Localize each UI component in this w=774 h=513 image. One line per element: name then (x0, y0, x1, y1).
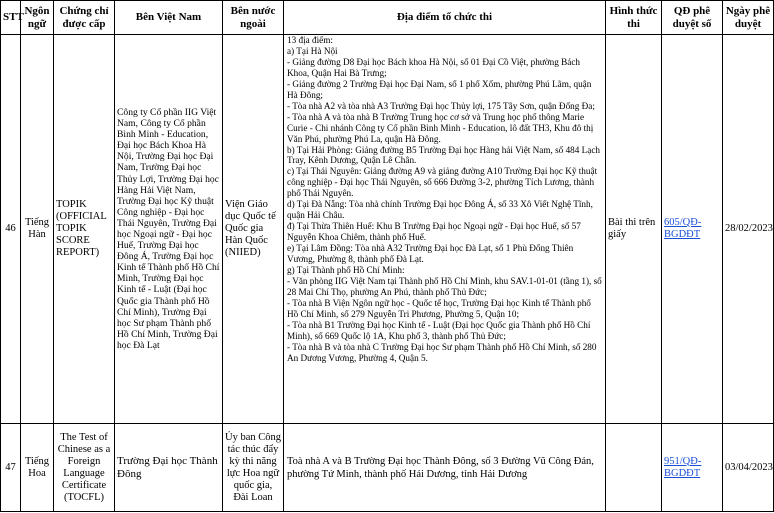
location-line: đ) Tại Thừa Thiên Huế: Khu B Trường Đại học Ngoại ngữ - Đại học Huế, số 57 Nguyễn Khoa Chiêm, thành phố Huế. (287, 221, 581, 243)
header-language: Ngôn ngữ (21, 1, 54, 35)
location-line: - Tòa nhà A và tòa nhà B Trường Trung học cơ sở và Trung học phổ thông Marie Curie - Chi nhánh Công ty Cổ phần Bình Minh - Education, lô đất TH3, Khu đô thị Văn Phú, phường Phú La, quận Hà Đông. (287, 111, 594, 144)
cell-decision-number[interactable] (662, 35, 723, 424)
location-line: - Tòa nhà A2 và tòa nhà A3 Trường Đại học Thủy lợi, 175 Tây Sơn, quận Đống Đa; (287, 100, 595, 111)
decision-link[interactable]: 951/QĐ-BGDĐT (664, 455, 702, 479)
header-stt: STT (1, 1, 21, 35)
header-exam-format: Hình thức thi (606, 1, 662, 35)
header-exam-location: Địa điểm tổ chức thi (284, 1, 606, 35)
location-line: g) Tại Thành phố Hồ Chí Minh: (287, 265, 405, 276)
location-line: - Tòa nhà B1 Trường Đại học Kinh tế - Luật (Đại học Quốc gia Thành phố Hồ Chí Minh), số 669 Quốc lộ 1A, Khu phố 3, thành phố Thủ Đức; (287, 319, 591, 341)
table-row (1, 424, 774, 512)
location-line: a) Tại Hà Nội (287, 45, 338, 56)
cell-certificate: The Test of Chinese as a Foreign Language Certificate (TOCFL) (54, 424, 115, 512)
header-vietnam-side: Bên Việt Nam (115, 1, 223, 35)
cell-exam-location (284, 35, 606, 424)
decision-link[interactable]: 605/QĐ-BGDĐT (664, 217, 702, 240)
location-list (287, 35, 602, 364)
cell-foreign-side: Ủy ban Công tác thúc đẩy kỳ thi năng lực Hoa ngữ quốc gia, Đài Loan (223, 424, 284, 512)
cell-foreign-side: Viện Giáo dục Quốc tế Quốc gia Hàn Quốc (NIIED) (223, 35, 284, 424)
cell-decision-number[interactable] (662, 424, 723, 512)
location-line: 13 địa điểm: (287, 35, 333, 45)
location-line: e) Tại Lâm Đồng: Tòa nhà A32 Trường Đại học Đà Lạt, số 1 Phù Đổng Thiên Vương, Phường 8, thành phố Đà Lạt. (287, 243, 574, 265)
location-line: c) Tại Thái Nguyên: Giảng đường A9 và giảng đường A10 Trường Đại học Kỹ thuật công nghiệp - Đại học Thái Nguyên, số 666 Đường 3-2, phường Tích Lương, thành phố Thái Nguyên. (287, 166, 598, 199)
header-foreign-side: Bên nước ngoài (223, 1, 284, 35)
location-line: d) Tại Đà Nẵng: Tòa nhà chính Trường Đại học Đông Á, số 33 Xô Viết Nghệ Tĩnh, quận Hải Châu. (287, 199, 593, 221)
cell-language: Tiếng Hoa (21, 424, 54, 512)
location-line: - Tòa nhà B và tòa nhà C Trường Đại học Sư phạm Thành phố Hồ Chí Minh, số 280 An Dương Vương, Phường 4, Quận 5. (287, 341, 597, 363)
cell-approval-date: 03/04/2023 (723, 424, 774, 512)
location-line: - Văn phòng IIG Việt Nam tại Thành phố Hồ Chí Minh, khu SAV.1-01-01 (tầng 1), số 28 Mai Chí Thọ, phường An Phú, thành phố Thủ Đức; (287, 275, 602, 297)
location-line: - Giảng đường D8 Đại học Bách khoa Hà Nội, số 01 Đại Cồ Việt, phường Bách Khoa, Quận Hai Bà Trưng; (287, 56, 580, 78)
cell-exam-format (606, 424, 662, 512)
cell-approval-date: 28/02/2023 (723, 35, 774, 424)
cell-stt: 46 (1, 35, 21, 424)
location-line: b) Tại Hải Phòng: Giảng đường B5 Trường Đại học Hàng hải Việt Nam, số 484 Lạch Tray, Kênh Dương, Quận Lê Chân. (287, 144, 601, 166)
cell-vietnam-side: Công ty Cổ phần IIG Việt Nam, Công ty Cổ phần Bình Minh - Education, Đại học Bách Khoa Hà Nội, Trường Đại học Đại Nam, Trường Đại học Thủy Lợi, Trường Đại học Hàng Hải Việt Nam, Trường Đại học Kỹ thuật Công nghiệp - Đại học Thái Nguyên, Trường Đại học Ngoại ngữ - Đại học Huế, Trường Đại học Đông Á, Trường Đại học Kinh tế Thành phố Hồ Chí Minh, Trường Đại học Kinh tế - Luật (Đại học Quốc gia Thành phố Hồ Chí Minh), Trường Đại học Sư phạm Thành phố Hồ Chí Minh, Trường Đại học Đà Lạt (115, 35, 223, 424)
header-decision-number: QĐ phê duyệt số (662, 1, 723, 35)
location-line: - Giảng đường 2 Trường Đại học Đại Nam, số 1 phố Xốm, phường Phú Lãm, quận Hà Đông; (287, 78, 592, 100)
cell-exam-format: Bài thi trên giấy (606, 35, 662, 424)
location-line: - Tòa nhà B Viện Ngôn ngữ học - Quốc tế học, Trường Đại học Kinh tế Thành phố Hồ Chí Minh, số 279 Nguyễn Tri Phương, Phường 5, Quận 10; (287, 297, 591, 319)
cell-language: Tiếng Hàn (21, 35, 54, 424)
cell-exam-location: Toà nhà A và B Trường Đại học Thành Đông, số 3 Đường Vũ Công Đán, phường Tứ Minh, thành phố Hải Dương, tỉnh Hải Dương (284, 424, 606, 512)
cell-vietnam-side: Trường Đại học Thành Đông (115, 424, 223, 512)
header-approval-date: Ngày phê duyệt (723, 1, 774, 35)
cell-stt: 47 (1, 424, 21, 512)
cell-certificate: TOPIK (OFFICIAL TOPIK SCORE REPORT) (54, 35, 115, 424)
header-certificate: Chứng chỉ được cấp (54, 1, 115, 35)
header-row (1, 1, 774, 35)
table-row (1, 35, 774, 424)
